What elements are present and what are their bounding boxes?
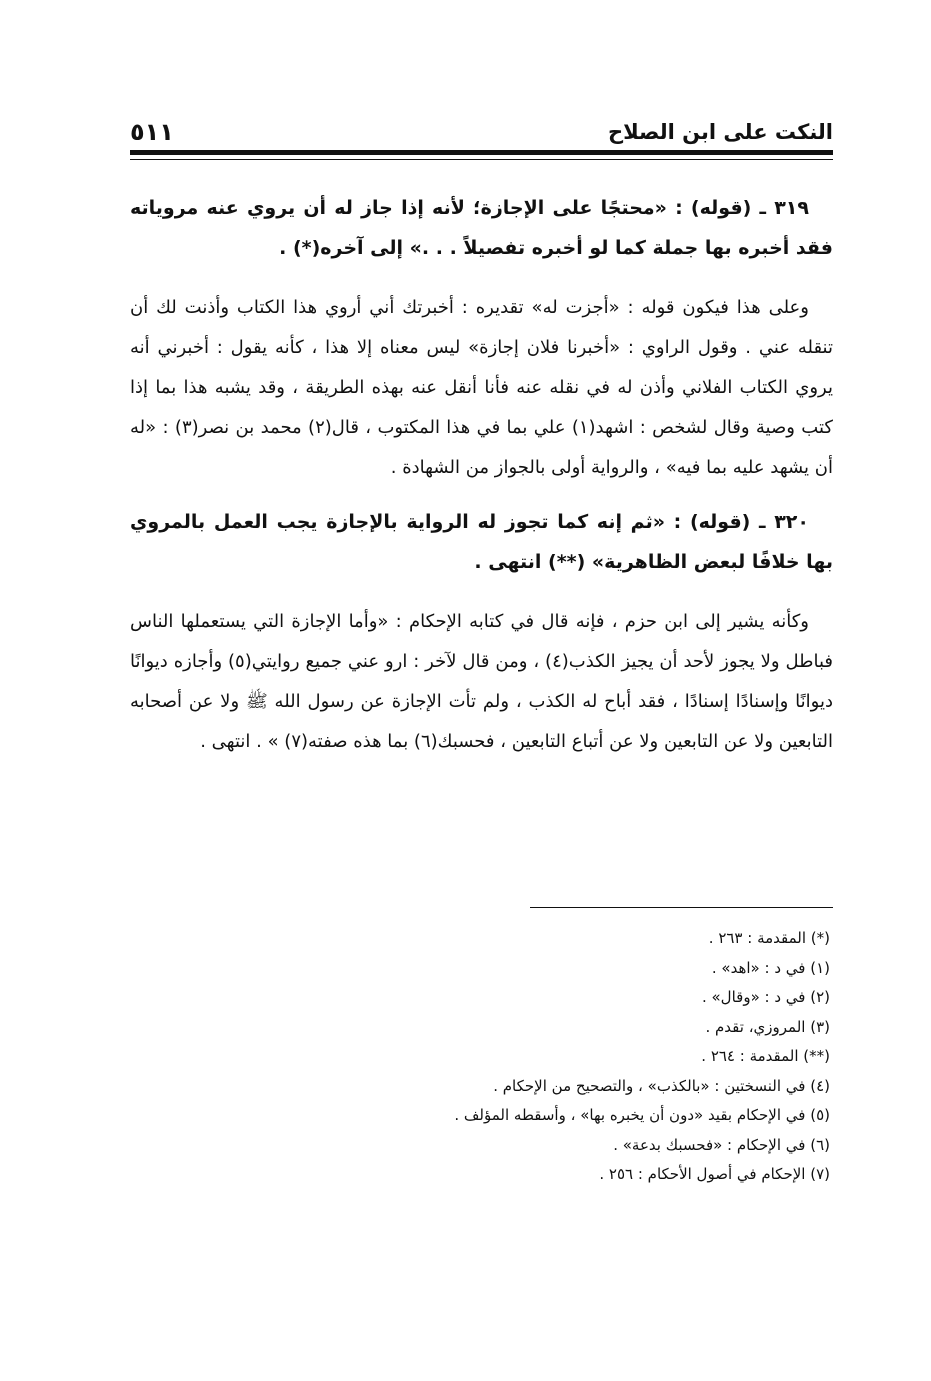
header-rule — [130, 150, 833, 155]
commentary-paragraph-320: وكأنه يشير إلى ابن حزم ، فإنه قال في كتابه الإحكام : «وأما الإجازة التي يستعملها الناس فباطل ولا يجوز لأحد أن يجيز الكذب(٤) ، ومن قال لآخر : ارو عني جميع روايتي(٥) وأجازه ديوانًا ديوانًا وإسنادًا إسنادًا ، فقد أباح له الكذب ، ولم تأت الإجازة عن رسول الله ﷺ ولا عن أصحابه التابعين ولا عن التابعين ولا عن أتباع التابعين ، فحسبك(٦) بما هذه صفته(٧) » . انتهى . — [130, 611, 833, 752]
page-number: ٥١١ — [130, 118, 174, 146]
footnote-item: (*) المقدمة : ٢٦٣ . — [708, 929, 830, 947]
footnote-item: (٧) الإحكام في أصول الأحكام : ٢٥٦ . — [599, 1165, 830, 1183]
running-title: النكت على ابن الصلاح — [607, 120, 833, 144]
page-header — [130, 118, 833, 154]
commentary-paragraph-319: وعلى هذا فيكون قوله : «أجزت له» تقديره : أخبرتك أني أروي هذا الكتاب وأذنت لك أن تنقله عني . وقول الراوي : «أخبرنا فلان إجازة» ليس معناه إلا هذا ، كأنه يقول : أخبرني أنه يروي الكتاب الفلاني وأذن له في نقله عنه فأنا أنقل عنه بهذه الطريقة ، وقد يشبه هذا بما إذا كتب وصية وقال لشخص : اشهد(١) علي بما في هذا المكتوب ، قال(٢) محمد بن نصر(٣) : «له أن يشهد عليه بما فيه» ، والرواية أولى بالجواز من الشهادة . — [130, 297, 833, 478]
footnote-separator — [530, 907, 833, 908]
main-text — [130, 188, 833, 762]
footnote-item: (٦) في الإحكام : «فحسبك بدعة» . — [613, 1135, 830, 1154]
quote-paragraph-319: ٣١٩ ـ (قوله) : «محتجًا على الإجازة؛ لأنه إذا جاز له أن يروي عنه مروياته فقد أخبره بها جملة كما لو أخبره تفصيلاً . . .» إلى آخره(*) . — [130, 197, 833, 259]
footnotes-list — [130, 924, 833, 1190]
footnote-item: (٥) في الإحكام بقيد «دون أن يخبره بها» ، وأسقطه المؤلف . — [454, 1106, 830, 1124]
footnote-item: (٣) المروزي، تقدم . — [705, 1017, 830, 1036]
header-rule-thin — [130, 159, 833, 160]
quote-paragraph-320: ٣٢٠ ـ (قوله) : «ثم إنه كما تجوز له الرواية بالإجازة يجب العمل بالمروي بها خلافًا لبعض الظاهرية» (**) انتهى . — [130, 511, 833, 573]
footnote-item: (٤) في النسختين : «بالكذب» ، والتصحيح من الإحكام . — [493, 1076, 830, 1095]
footnote-item: (١) في د : «اهد» . — [711, 958, 830, 977]
footnote-item: (**) المقدمة : ٢٦٤ . — [701, 1047, 830, 1065]
footnote-item: (٢) في د : «وقال» . — [701, 988, 830, 1006]
